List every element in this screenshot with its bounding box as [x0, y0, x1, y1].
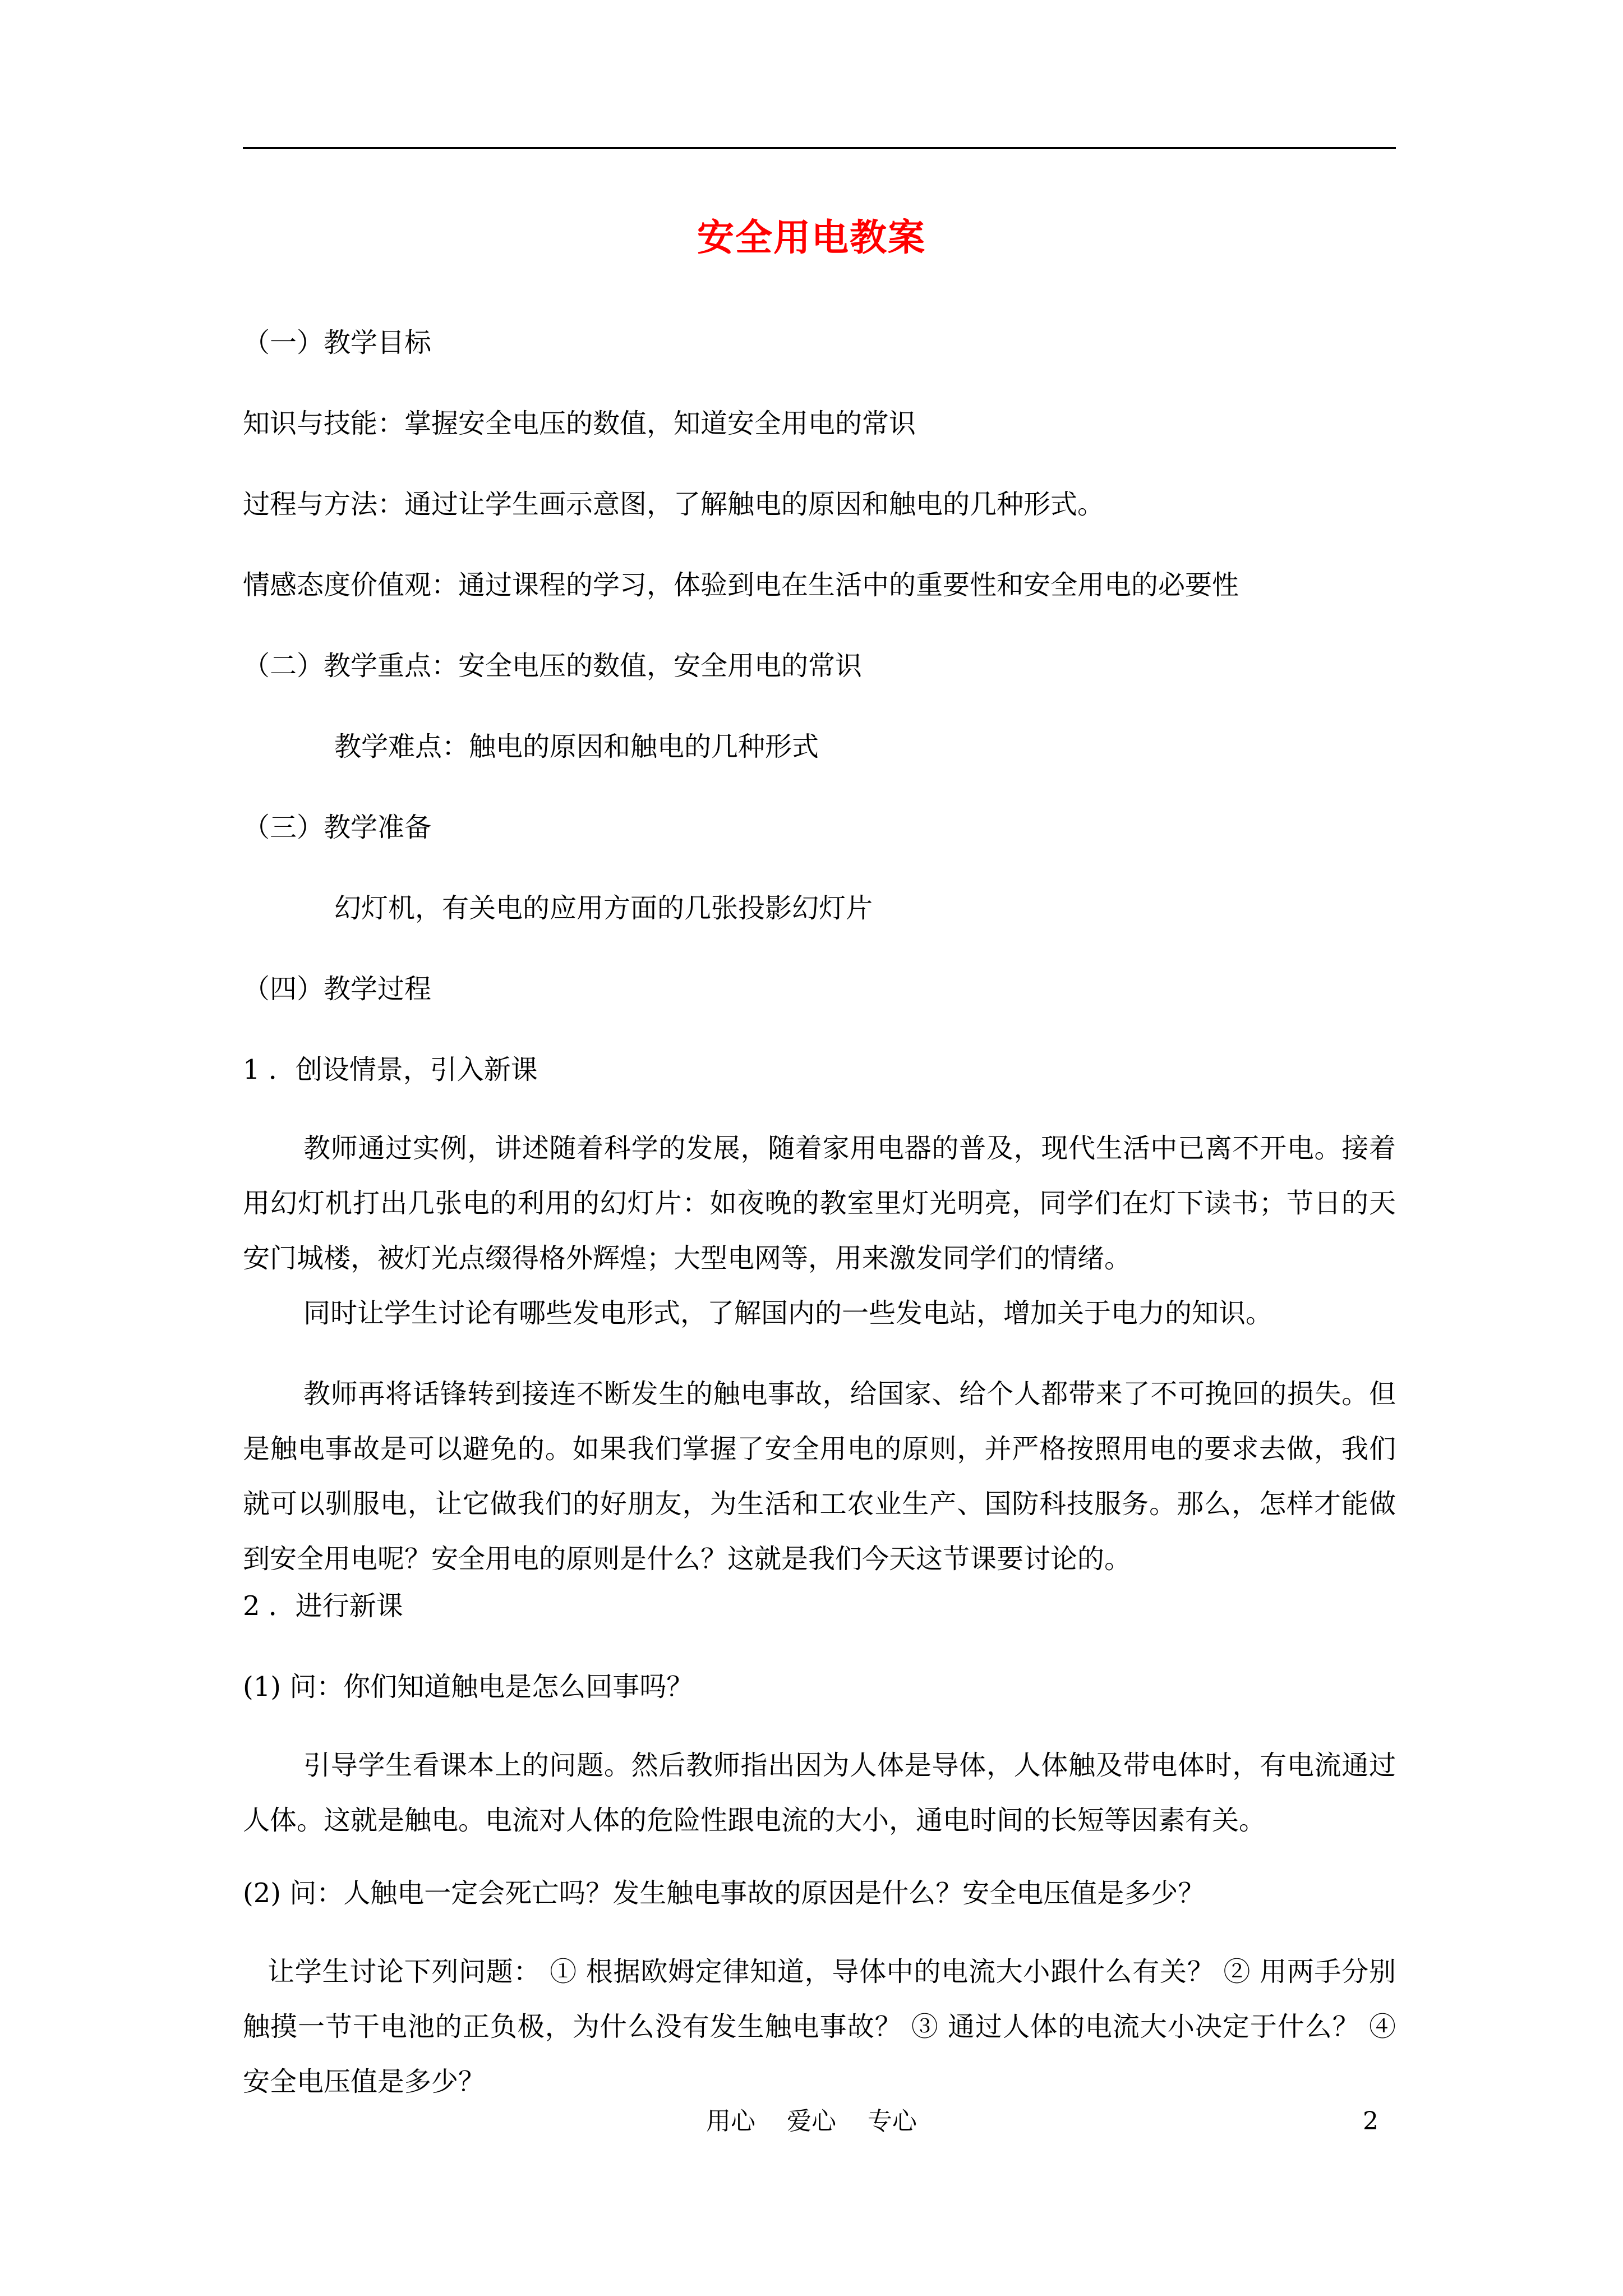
prep-items-line: 幻灯机，有关电的应用方面的几张投影幻灯片	[334, 892, 873, 924]
difficulties-line: 教学难点：触电的原因和触电的几种形式	[334, 731, 819, 762]
question-1: (1) 问：你们知道触电是怎么回事吗？	[243, 1671, 694, 1703]
discussion-paragraph: 同时让学生讨论有哪些发电形式，了解国内的一些发电站，增加关于电力的知识。	[303, 1297, 1273, 1329]
goals-heading: （一）教学目标	[243, 327, 432, 358]
footer-motto: 用心 爱心 专心	[706, 2107, 917, 2136]
guide-paragraph: 引导学生看课本上的问题。然后教师指出因为人体是导体，人体触及带电体时，有电流通过人体。这就是触电。电流对人体的危险性跟电流的大小，通电时间的长短等因素有关。	[243, 1750, 1396, 1836]
questions-paragraph: 让学生讨论下列问题： ① 根据欧姆定律知道，导体中的电流大小跟什么有关？ ② 用两手分别触摸一节干电池的正负极，为什么没有发生触电事故？ ③ 通过人体的电流大小决定于什么？ ④ 安全电压值是多少？	[243, 1956, 1396, 2097]
question-2: (2) 问：人触电一定会死亡吗？发生触电事故的原因是什么？安全电压值是多少？	[243, 1878, 1205, 1909]
process-methods-line: 过程与方法：通过让学生画示意图，了解触电的原因和触电的几种形式。	[243, 489, 1105, 520]
step2-heading: 2 ．进行新课	[243, 1590, 403, 1622]
key-points-line: （二）教学重点：安全电压的数值，安全用电的常识	[243, 650, 863, 682]
process-heading: （四）教学过程	[243, 973, 432, 1005]
step1-heading: 1 ．创设情景，引入新课	[243, 1054, 538, 1085]
intro-paragraph: 教师通过实例，讲述随着科学的发展，随着家用电器的普及，现代生活中已离不开电。接着用幻灯机打出几张电的利用的幻灯片：如夜晚的教室里灯光明亮，同学们在灯下读书；节日的天安门城楼，被灯光点缀得格外辉煌；大型电网等，用来激发同学们的情绪。	[243, 1133, 1396, 1274]
accidents-paragraph: 教师再将话锋转到接连不断发生的触电事故，给国家、给个人都带来了不可挽回的损失。但是触电事故是可以避免的。如果我们掌握了安全用电的原则，并严格按照用电的要求去做，我们就可以驯服电，让它做我们的好朋友，为生活和工农业生产、国防科技服务。那么，怎样才能做到安全用电呢？安全用电的原则是什么？这就是我们今天这节课要讨论的。	[243, 1378, 1396, 1575]
page-number: 2	[1363, 2107, 1378, 2136]
document-title: 安全用电教案	[697, 215, 926, 259]
knowledge-skills-line: 知识与技能：掌握安全电压的数值，知道安全用电的常识	[243, 408, 916, 439]
header-rule	[243, 147, 1396, 149]
prep-heading: （三）教学准备	[243, 812, 432, 843]
values-line: 情感态度价值观：通过课程的学习，体验到电在生活中的重要性和安全用电的必要性	[243, 569, 1239, 601]
